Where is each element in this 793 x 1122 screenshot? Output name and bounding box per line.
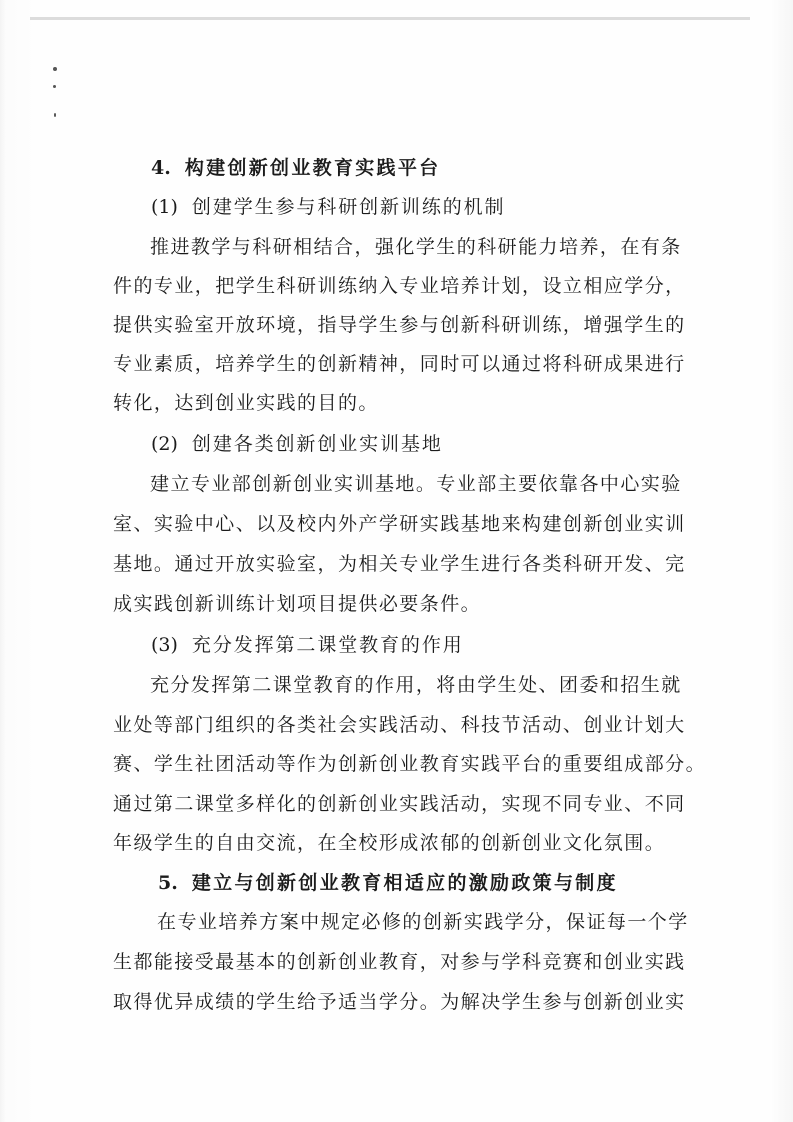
subsection-3-title: 充分发挥第二课堂教育的作用 <box>191 634 464 656</box>
paragraph-line: 充分发挥第二课堂教育的作用，将由学生处、团委和招生就 <box>150 674 682 696</box>
subsection-1-number: (1) <box>151 196 178 218</box>
paragraph-line: 通过第二课堂多样化的创新创业实践活动，实现不同专业、不同 <box>113 793 686 815</box>
section-4-title: 构建创新创业教育实践平台 <box>184 157 441 179</box>
paragraph-line: 专业素质，培养学生的创新精神，同时可以通过将科研成果进行 <box>113 353 686 375</box>
paragraph-line: 转化，达到创业实践的目的。 <box>113 392 379 414</box>
subsection-3-heading <box>151 633 464 657</box>
paragraph-line: 赛、学生社团活动等作为创新创业教育实践平台的重要组成部分。 <box>113 753 707 775</box>
paragraph-line: 建立专业部创新创业实训基地。专业部主要依靠各中心实验 <box>150 473 682 495</box>
paragraph-line: 推进教学与科研相结合，强化学生的科研能力培养，在有条 <box>150 236 682 258</box>
section-5-heading <box>158 871 618 895</box>
subsection-1-title: 创建学生参与科研创新训练的机制 <box>191 196 506 218</box>
section-4-heading <box>151 156 440 180</box>
subsection-2-heading <box>151 432 443 456</box>
paragraph-line: 提供实验室开放环境，指导学生参与创新科研训练，增强学生的 <box>113 314 686 336</box>
paragraph-line: 取得优异成绩的学生给予适当学分。为解决学生参与创新创业实 <box>113 991 686 1013</box>
subsection-3-number: (3) <box>151 634 178 656</box>
paragraph-line: 室、实验中心、以及校内外产学研实践基地来构建创新创业实训 <box>113 513 686 535</box>
section-5-title: 建立与创新创业教育相适应的激励政策与制度 <box>191 872 618 894</box>
paragraph-line: 件的专业，把学生科研训练纳入专业培养计划，设立相应学分， <box>113 275 686 297</box>
paragraph-line: 在专业培养方案中规定必修的创新实践学分，保证每一个学 <box>157 911 689 933</box>
subsection-1-heading <box>151 195 505 219</box>
scan-speck <box>53 67 57 71</box>
section-5-number: 5. <box>158 872 178 894</box>
paragraph-line: 年级学生的自由交流，在全校形成浓郁的创新创业文化氛围。 <box>113 832 666 854</box>
section-4-number: 4. <box>151 157 171 179</box>
scan-edge-line <box>30 17 750 20</box>
scan-speck <box>54 113 56 117</box>
scan-speck <box>53 85 56 88</box>
paragraph-line: 生都能接受最基本的创新创业教育，对参与学科竞赛和创业实践 <box>113 951 686 973</box>
paragraph-line: 成实践创新训练计划项目提供必要条件。 <box>113 593 482 615</box>
subsection-2-title: 创建各类创新创业实训基地 <box>191 433 443 455</box>
paragraph-line: 基地。通过开放实验室，为相关专业学生进行各类科研开发、完 <box>113 553 686 575</box>
subsection-2-number: (2) <box>151 433 178 455</box>
paragraph-line: 业处等部门组织的各类社会实践活动、科技节活动、创业计划大 <box>113 714 686 736</box>
